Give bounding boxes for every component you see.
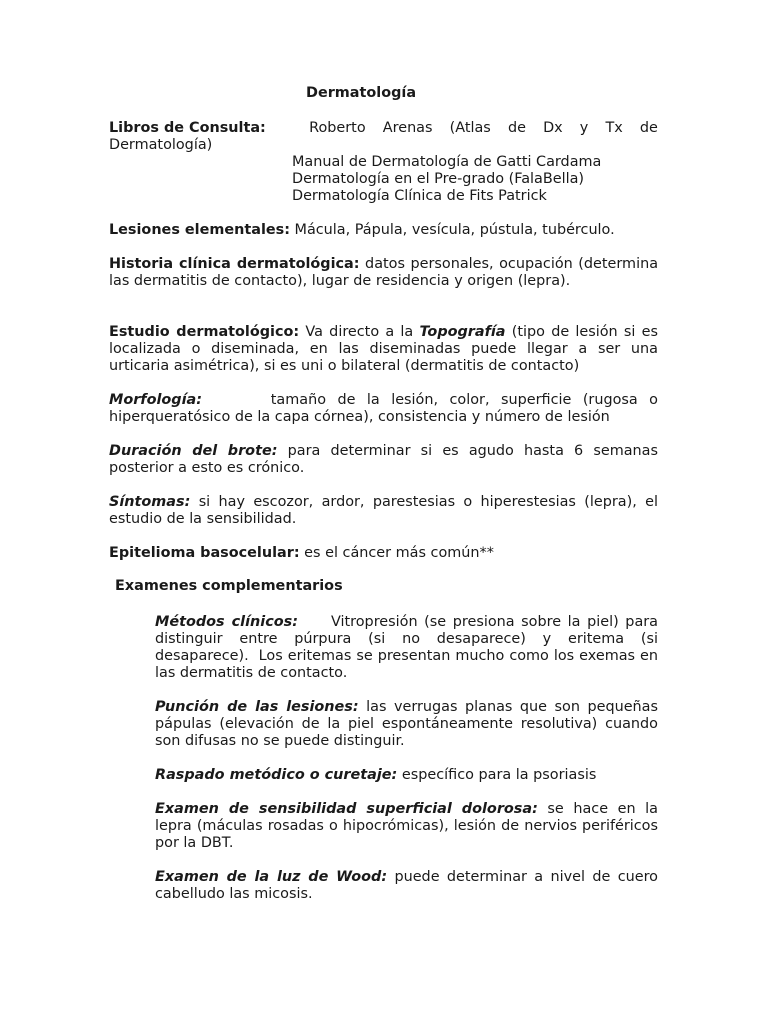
metodos-paragraph (155, 614, 663, 682)
libros-item: Dermatología Clínica de Fits Patrick (292, 188, 547, 204)
sintomas-text: si hay escozor, ardor, parestesias o hiperestesias (lepra), el estudio de la sensibilidad. (109, 494, 658, 527)
historia-label: Historia clínica dermatológica: (109, 256, 360, 272)
libros-wrap-line: Dermatología) (109, 137, 213, 153)
libros-list (292, 154, 601, 205)
raspado-text: específico para la psoriasis (397, 767, 597, 783)
libros-word: Arenas (382, 120, 433, 136)
historia-text: datos personales, ocupación (determina las dermatitis de contacto), lugar de residencia y origen (lepra). (109, 256, 659, 289)
libros-item: Dermatología en el Pre-grado (FalaBella) (292, 171, 584, 187)
duracion-text: para determinar si es agudo hasta 6 semanas posterior a esto es crónico. (109, 443, 658, 476)
sensibilidad-paragraph (155, 801, 658, 852)
epitelioma-text: es el cáncer más común** (299, 545, 494, 561)
epitelioma-paragraph (109, 545, 658, 562)
sensibilidad-text: se hace en la lepra (máculas rosadas o hipocrómicas), lesión de nervios periféricos por la DBT. (155, 801, 658, 851)
wood-paragraph (155, 869, 658, 903)
raspado-label: Raspado metódico o curetaje: (155, 767, 398, 783)
sintomas-label: Síntomas: (109, 494, 191, 510)
page-title: Dermatología (306, 85, 417, 101)
libros-word: Dx (543, 120, 563, 136)
libros-word: de (507, 120, 526, 136)
duracion-label: Duración del brote: (109, 443, 278, 459)
estudio-text-a: Va directo a la (299, 324, 420, 340)
wood-label: Examen de la luz de Wood: (155, 869, 388, 885)
estudio-paragraph (109, 324, 658, 375)
sintomas-paragraph (109, 494, 658, 528)
puncion-text: las verrugas planas que son pequeñas pápulas (elevación de la piel espontáneamente resolutiva) cuando son difusas no se puede distinguir. (155, 699, 658, 749)
duracion-paragraph (109, 443, 658, 477)
libros-label: Libros de Consulta: (109, 120, 266, 136)
puncion-paragraph (155, 699, 658, 750)
lesiones-label: Lesiones elementales: (109, 222, 290, 238)
libros-word: y (579, 120, 589, 136)
raspado-paragraph (155, 767, 658, 784)
lesiones-text: Mácula, Pápula, vesícula, pústula, tubérculo. (289, 222, 615, 238)
libros-item: Manual de Dermatología de Gatti Cardama (292, 154, 602, 170)
libros-first-line (109, 120, 658, 137)
morfologia-paragraph (109, 392, 663, 426)
morfologia-label: Morfología: (109, 392, 202, 408)
estudio-label: Estudio dermatológico: (109, 324, 300, 340)
metodos-text: Vitropresión (se presiona sobre la piel) para distinguir entre púrpura (si no desaparece) y eritema (si desaparece). Los eritemas se presentan mucho como los exemas en las dermatitis de contacto. (155, 614, 663, 681)
estudio-emphasis: Topografía (419, 324, 506, 340)
libros-word: Roberto (309, 120, 366, 136)
libros-word: Tx (605, 120, 623, 136)
metodos-label: Métodos clínicos: (155, 614, 298, 630)
lesiones-paragraph (109, 222, 658, 239)
libros-word: de (639, 120, 658, 136)
examenes-heading: Examenes complementarios (115, 578, 343, 594)
epitelioma-label: Epitelioma basocelular: (109, 545, 300, 561)
wood-text: puede determinar a nivel de cuero cabelludo las micosis. (155, 869, 658, 902)
historia-paragraph (109, 256, 658, 290)
puncion-label: Punción de las lesiones: (155, 699, 359, 715)
morfologia-text: tamaño de la lesión, color, superficie (rugosa o hiperqueratósico de la capa córnea), consistencia y número de lesión (109, 392, 663, 425)
libros-word: (Atlas (449, 120, 491, 136)
sensibilidad-label: Examen de sensibilidad superficial dolorosa: (155, 801, 538, 817)
estudio-text-b: (tipo de lesión si es localizada o diseminada, en las diseminadas puede llegar a ser una urticaria asimétrica), si es uni o bilateral (dermatitis de contacto) (109, 324, 658, 374)
